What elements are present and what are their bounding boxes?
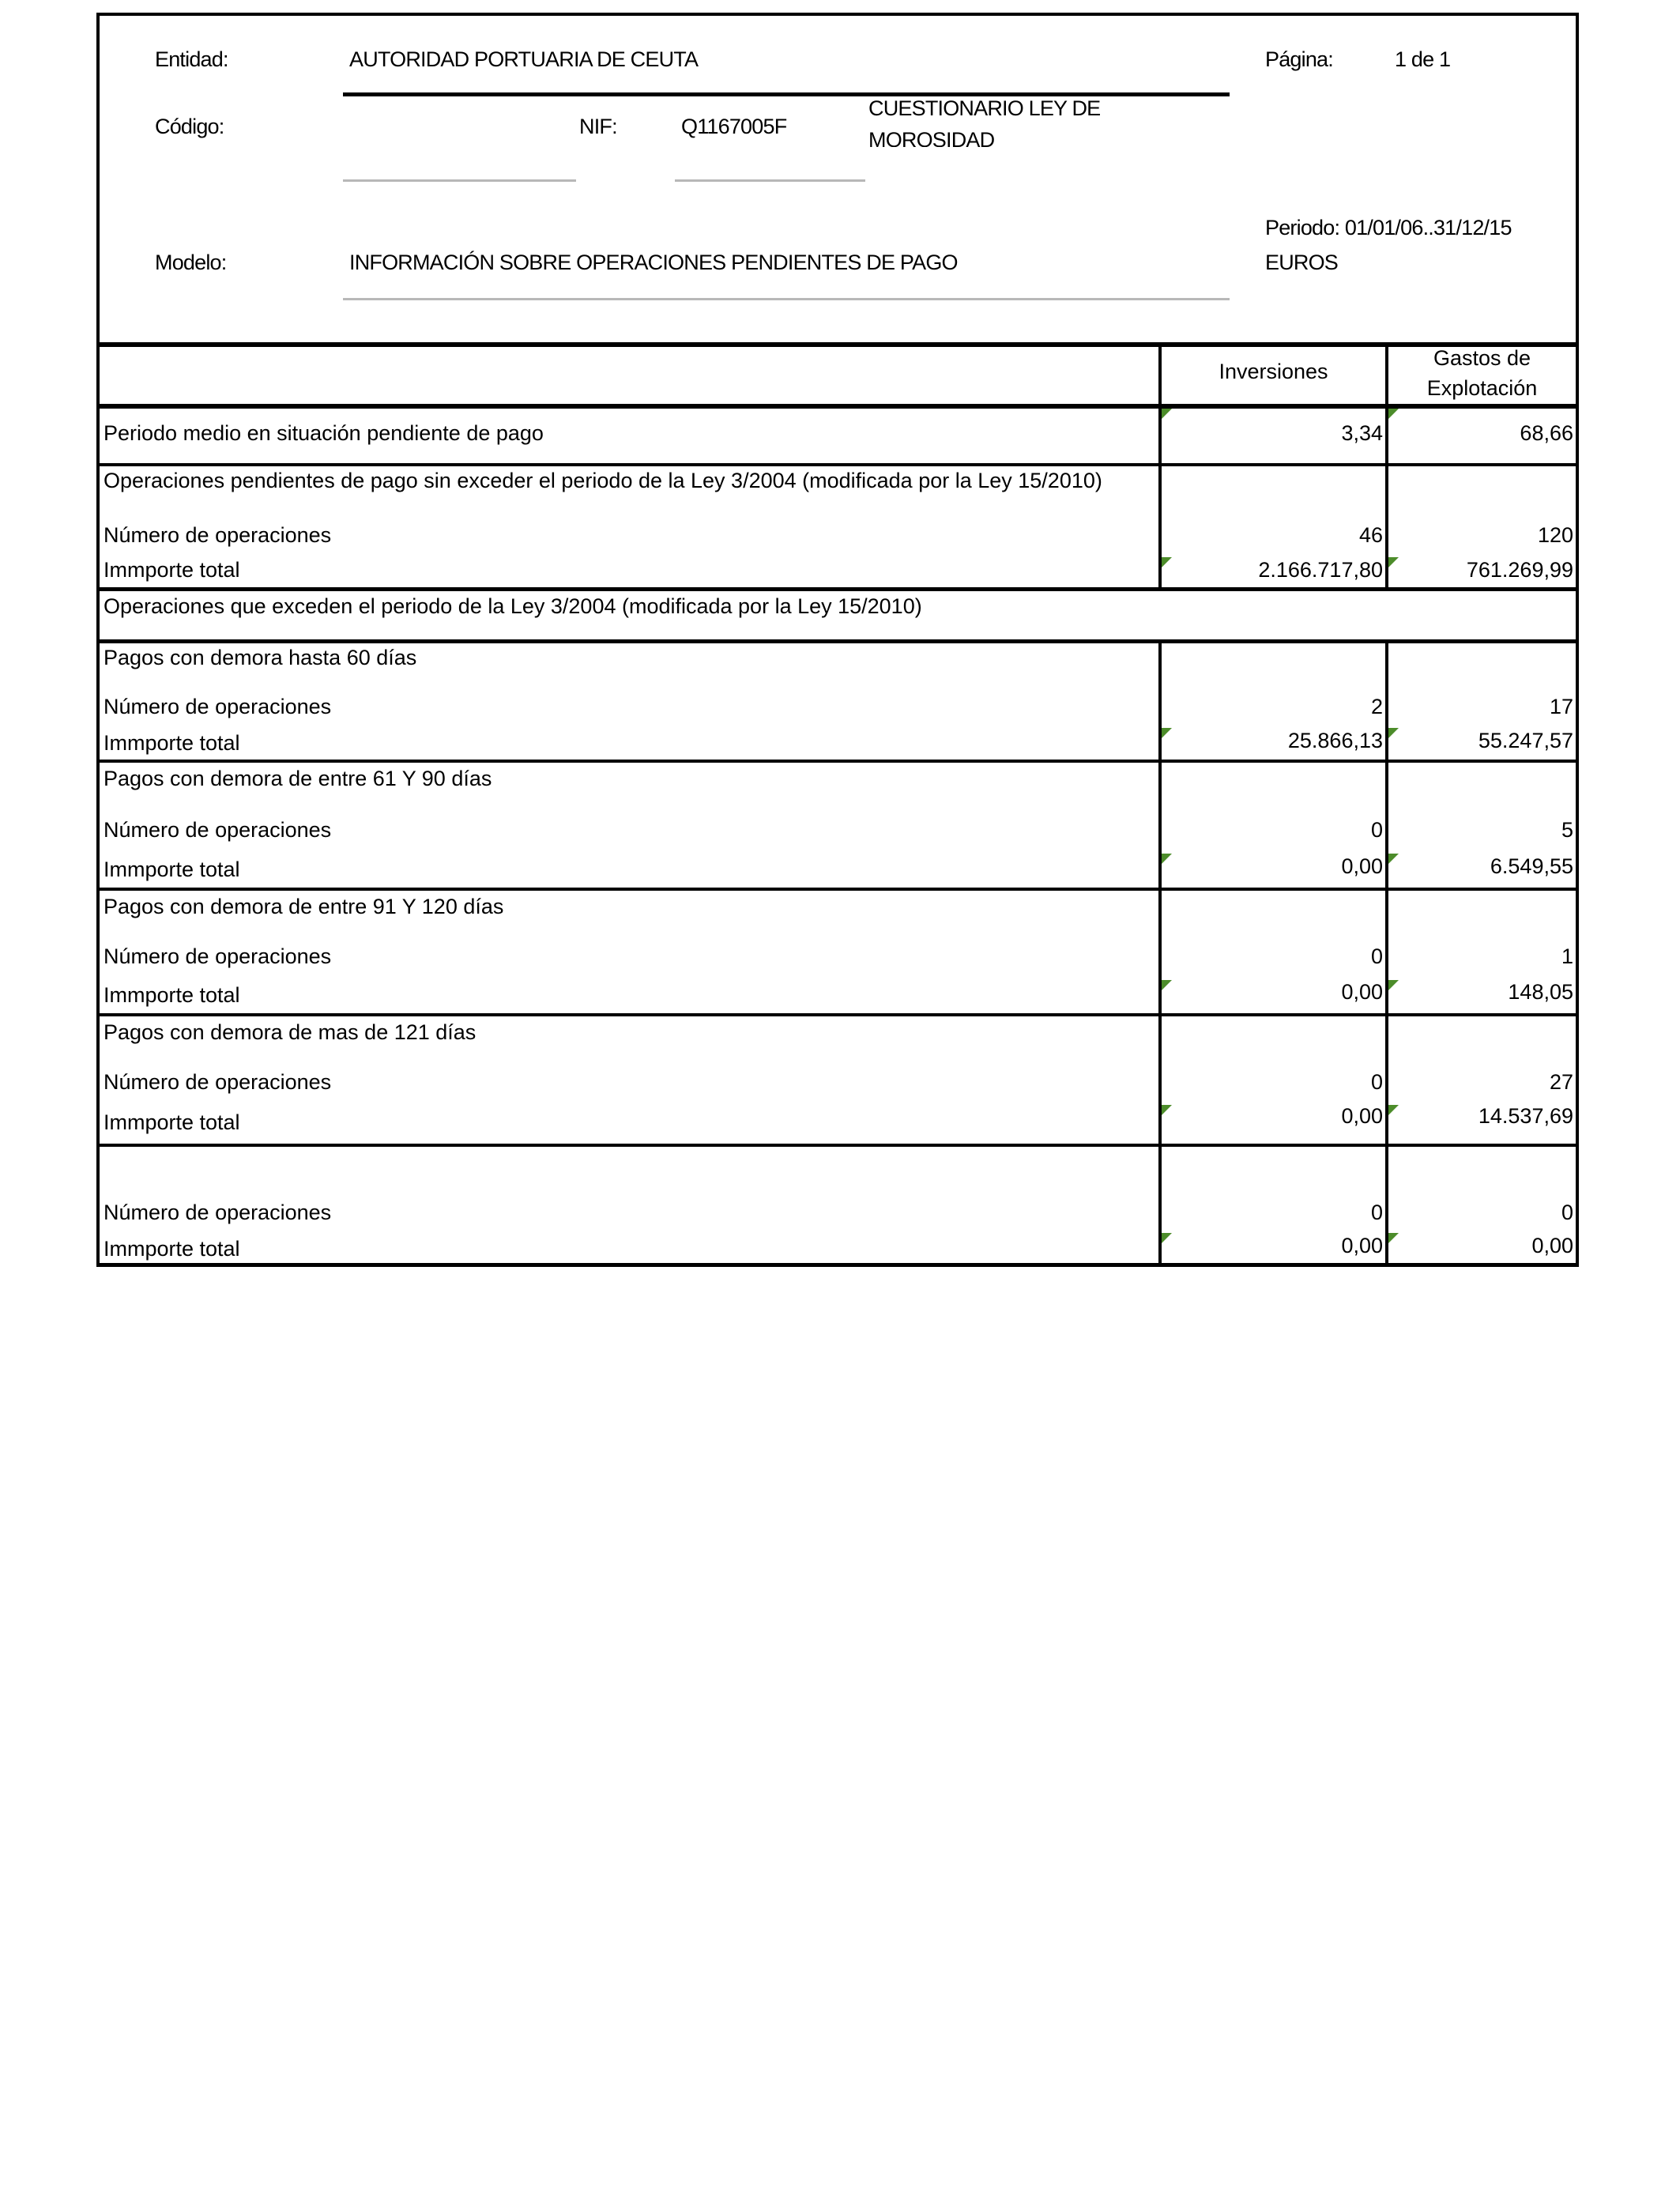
hasta-60-imp-gastos: 55.247,57 — [1478, 729, 1573, 752]
periodo-text: Periodo: 01/01/06..31/12/15 — [1265, 216, 1512, 239]
sin-exceder-imp-label: Immporte total — [104, 558, 240, 582]
cell-marker — [1388, 980, 1399, 990]
mas-121-num-inversiones: 0 — [1370, 1070, 1383, 1094]
cell-marker — [1388, 728, 1399, 738]
entidad-underline — [343, 92, 1230, 96]
total-imp-label: Immporte total — [104, 1237, 240, 1261]
hasta-60-title: Pagos con demora hasta 60 días — [104, 646, 417, 669]
sin-exceder-num-inversiones: 46 — [1358, 523, 1383, 547]
total-num-inversiones: 0 — [1370, 1201, 1383, 1224]
de-61-90-title: Pagos con demora de entre 61 Y 90 días — [104, 767, 492, 790]
cell-marker — [1388, 557, 1399, 567]
cell-marker — [1162, 1233, 1172, 1243]
cuestionario-line1: CUESTIONARIO LEY DE — [868, 100, 1101, 120]
sin-exceder-num-gastos: 120 — [1537, 523, 1573, 547]
cell-marker — [1388, 1105, 1399, 1115]
cell-marker — [1388, 1233, 1399, 1243]
de-61-90-num-inversiones: 0 — [1370, 818, 1383, 842]
codigo-underline — [343, 179, 576, 182]
cell-marker — [1162, 409, 1172, 419]
col-header-inversiones: Inversiones — [1219, 360, 1328, 383]
mas-121-imp-label: Immporte total — [104, 1110, 240, 1134]
pagina-label: Página: — [1265, 47, 1333, 71]
exceden-title: Operaciones que exceden el periodo de la Ley 3/2004 (modificada por la Ley 15/2010) — [104, 594, 922, 618]
periodo-medio-label: Periodo medio en situación pendiente de pago — [104, 421, 544, 445]
mas-121-imp-inversiones: 0,00 — [1341, 1104, 1383, 1128]
periodo-medio-inversiones: 3,34 — [1341, 421, 1383, 445]
mas-121-num-label: Número de operaciones — [104, 1070, 332, 1094]
de-61-90-imp-inversiones: 0,00 — [1341, 854, 1383, 878]
hasta-60-imp-inversiones: 25.866,13 — [1287, 729, 1383, 752]
total-imp-inversiones: 0,00 — [1341, 1234, 1383, 1257]
cell-marker — [1162, 557, 1172, 567]
moneda-text: EUROS — [1265, 251, 1339, 274]
sin-exceder-imp-gastos: 761.269,99 — [1466, 558, 1573, 582]
sin-exceder-num-label: Número de operaciones — [104, 523, 332, 547]
codigo-label: Código: — [155, 115, 224, 138]
de-91-120-imp-label: Immporte total — [104, 983, 240, 1007]
cell-marker — [1388, 409, 1399, 419]
entidad-value: AUTORIDAD PORTUARIA DE CEUTA — [349, 47, 699, 71]
col-header-gastos-line2: Explotación — [1426, 376, 1538, 400]
hasta-60-num-inversiones: 2 — [1370, 695, 1383, 718]
de-91-120-num-gastos: 1 — [1561, 944, 1573, 968]
cuestionario-box — [868, 100, 1224, 147]
de-61-90-imp-label: Immporte total — [104, 858, 240, 881]
cell-marker — [1162, 1105, 1172, 1115]
cell-marker — [1162, 854, 1172, 864]
de-91-120-num-label: Número de operaciones — [104, 944, 332, 968]
mas-121-num-gastos: 27 — [1549, 1070, 1573, 1094]
cell-marker — [1388, 854, 1399, 864]
de-61-90-num-gastos: 5 — [1561, 818, 1573, 842]
hasta-60-imp-label: Immporte total — [104, 731, 240, 755]
hasta-60-num-gastos: 17 — [1549, 695, 1573, 718]
de-91-120-imp-inversiones: 0,00 — [1341, 980, 1383, 1004]
total-num-label: Número de operaciones — [104, 1201, 332, 1224]
de-91-120-num-inversiones: 0 — [1370, 944, 1383, 968]
de-61-90-num-label: Número de operaciones — [104, 818, 332, 842]
de-91-120-title: Pagos con demora de entre 91 Y 120 días — [104, 895, 504, 918]
de-61-90-imp-gastos: 6.549,55 — [1490, 854, 1573, 878]
nif-underline — [675, 179, 865, 182]
total-imp-gastos: 0,00 — [1531, 1234, 1573, 1257]
sin-exceder-title: Operaciones pendientes de pago sin exceder el periodo de la Ley 3/2004 (modificada por la Ley 15/2010) — [104, 469, 1102, 492]
hasta-60-num-label: Número de operaciones — [104, 695, 332, 718]
sin-exceder-imp-inversiones: 2.166.717,80 — [1258, 558, 1383, 582]
col-header-gastos-line1: Gastos de — [1433, 346, 1531, 370]
total-num-gastos: 0 — [1561, 1201, 1573, 1224]
periodo-medio-gastos: 68,66 — [1520, 421, 1573, 445]
cell-marker — [1162, 728, 1172, 738]
modelo-value: INFORMACIÓN SOBRE OPERACIONES PENDIENTES DE PAGO — [349, 251, 958, 274]
cuestionario-line2: MOROSIDAD — [868, 128, 995, 147]
pagina-value: 1 de 1 — [1395, 47, 1451, 71]
de-91-120-imp-gastos: 148,05 — [1508, 980, 1573, 1004]
cell-marker — [1162, 980, 1172, 990]
mas-121-imp-gastos: 14.537,69 — [1478, 1104, 1573, 1128]
mas-121-title: Pagos con demora de mas de 121 días — [104, 1020, 477, 1044]
modelo-label: Modelo: — [155, 251, 227, 274]
modelo-underline — [343, 298, 1230, 300]
nif-label: NIF: — [579, 115, 617, 138]
entidad-label: Entidad: — [155, 47, 228, 71]
nif-value: Q1167005F — [681, 115, 787, 138]
